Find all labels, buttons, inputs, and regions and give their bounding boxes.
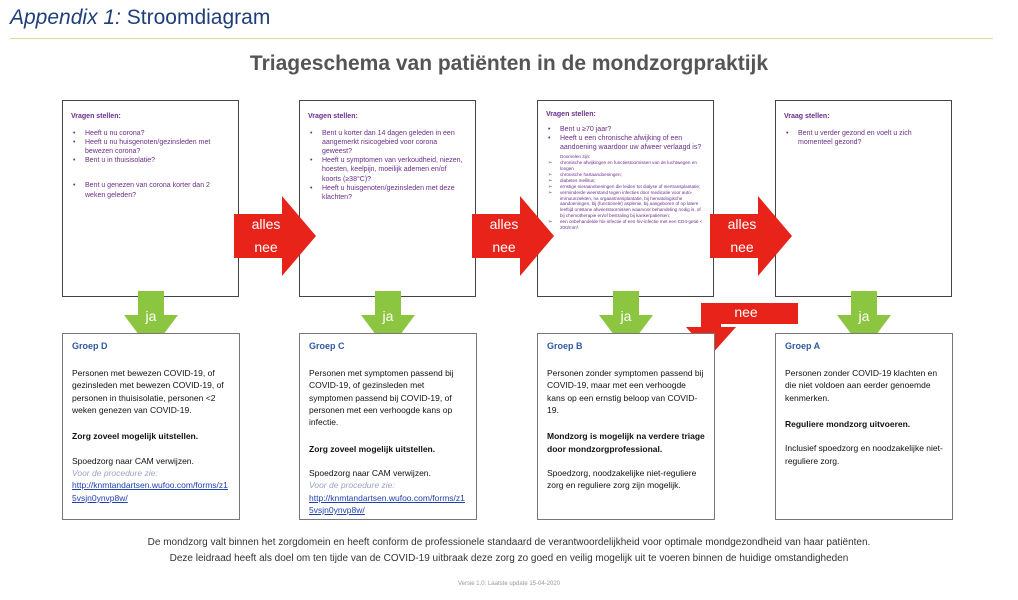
arrow-label-ja: ja xyxy=(145,308,157,324)
group-advice: Zorg zoveel mogelijk uitstellen. xyxy=(72,431,199,442)
footer-line-1: De mondzorg valt binnen het zorgdomein en heeft conform de professionele standaard de verantwoordelijkheid voor optimale mondgezondheid van haar patiënten. xyxy=(147,537,871,548)
arrow-label-ja: ja xyxy=(858,308,870,324)
condition-item: ➢ chronische hartaandoeningen; xyxy=(546,172,705,178)
group-note: Inclusief spoedzorg en noodzakelijke niet-reguliere zorg. xyxy=(785,443,943,466)
group-note: Spoedzorg, noodzakelijke niet-reguliere zorg en reguliere zorg zijn mogelijk. xyxy=(547,467,697,491)
group-box-a xyxy=(775,333,953,520)
question-item: • Bent u ≥70 jaar? xyxy=(546,125,705,134)
arrow-label-alles: alles xyxy=(489,216,519,232)
question-box-title: Vragen stellen: xyxy=(308,113,358,120)
red-arrow-right-2 xyxy=(472,196,554,276)
arrow-label-ja: ja xyxy=(620,308,632,324)
condition-item: ➢ verminderde weerstand tegen infecties door medicatie voor auto-immuunziekten, na orgaantransplantatie, bij hematologische aandoeningen, bij (functionele) asplenie, bij aangeboren of op latere leeftijd ontstane afweerstoornissen waarvoor behandeling nodig is, of bij chemotherapie en/of bestraling bij kankerpatiënten; xyxy=(546,190,705,219)
procedure-link[interactable]: http://knmtandartsen.wufoo.com/forms/z15vsjn0ynvp8w/ xyxy=(309,492,465,515)
arrow-label-ja: ja xyxy=(382,308,394,324)
group-title: Groep B xyxy=(547,341,583,351)
question-item: • Heeft u nu corona? xyxy=(71,129,230,138)
group-advice: Zorg zoveel mogelijk uitstellen. xyxy=(309,443,436,454)
group-box-c xyxy=(299,333,477,520)
red-arrow-right-1 xyxy=(234,196,316,276)
arrow-label-nee: nee xyxy=(492,239,516,255)
diagram-title: Triageschema van patiënten in de mondzorgpraktijk xyxy=(249,52,769,75)
question-item: • Heeft u symptomen van verkoudheid, niezen, hoesten, keelpijn, moeilijk ademen en/of koorts (≥38°C)? xyxy=(308,156,467,183)
version-note: Versie 1.0: Laatste update 15-04-2020 xyxy=(457,581,561,587)
group-note: Spoedzorg naar CAM verwijzen. xyxy=(309,467,431,478)
group-note: Spoedzorg naar CAM verwijzen. xyxy=(72,455,194,466)
group-description: Personen met bewezen COVID-19, of gezinsleden met bewezen COVID-19, of personen in thuisisolatie, personen <2 weken genezen van COVID-19. xyxy=(72,368,224,415)
group-box-d xyxy=(62,333,240,520)
red-arrow-right-3 xyxy=(710,196,792,276)
group-description: Personen met symptomen passend bij COVID-19, of gezinsleden met symptomen passend bij COVID-19, of personen met een verhoogde kans op infectie. xyxy=(309,368,454,428)
question-item: • Bent u verder gezond en voelt u zich momenteel gezond? xyxy=(784,129,943,147)
procedure-hint: Voor de procedure zie: xyxy=(309,480,395,491)
footer-line-2: Deze leidraad heeft als doel om ten tijde van de COVID-19 uitbraak deze zorg zo goed en veilig mogelijk uit te voeren binnen de huidige omstandigheden xyxy=(169,552,849,564)
group-description: Personen zonder COVID-19 klachten en die niet voldoen aan eerder genoemde kenmerken. xyxy=(785,368,938,403)
question-item: • Heeft u huisgenoten/gezinsleden met deze klachten? xyxy=(308,184,467,202)
group-advice: Reguliere mondzorg uitvoeren. xyxy=(785,418,911,429)
group-title: Groep A xyxy=(785,341,821,351)
question-box-title: Vragen stellen: xyxy=(546,111,596,118)
question-item: • Bent u korter dan 14 dagen geleden in een aangemerkt risicogebied voor corona geweest? xyxy=(308,129,467,156)
group-title: Groep D xyxy=(72,341,108,351)
footer-text xyxy=(0,535,1018,566)
arrow-label-nee: nee xyxy=(734,304,758,320)
group-advice: Mondzorg is mogelijk na verdere triage door mondzorgprofessional. xyxy=(547,431,705,454)
appendix-header xyxy=(10,6,270,30)
question-item: • Bent u in thuisisolatie? xyxy=(71,156,230,165)
condition-item: ➢ ernstige nieraandoeningen die leiden tot dialyse of niertransplantatie; xyxy=(546,184,705,190)
group-title: Groep C xyxy=(309,341,345,351)
arrow-label-nee: nee xyxy=(254,239,278,255)
question-item: • Heeft u een chronische afwijking of een aandoening waardoor uw afweer verlaagd is? xyxy=(546,134,705,152)
condition-item: ➢ chronische afwijkingen en functiestoornissen van de luchtwegen en longen xyxy=(546,160,705,172)
group-box-b xyxy=(537,333,715,520)
arrow-label-alles: alles xyxy=(251,216,281,232)
question-box-4 xyxy=(775,100,952,297)
procedure-hint: Voor de procedure zie: xyxy=(72,467,158,478)
appendix-title: Stroomdiagram xyxy=(126,6,271,29)
condition-item: ➢ diabetes mellitus; xyxy=(546,178,705,184)
appendix-label: Appendix 1: xyxy=(10,6,121,29)
arrow-label-nee: nee xyxy=(730,239,754,255)
question-box-title: Vraag stellen: xyxy=(784,113,830,120)
condition-item: ➢ een onbehandelde hiv-infectie of een hiv-infectie met een CD4-getal < 200/mm³. xyxy=(546,219,705,231)
question-box-1 xyxy=(62,100,239,297)
header-divider xyxy=(10,38,993,39)
question-box-title: Vragen stellen: xyxy=(71,113,121,120)
question-box-3 xyxy=(537,100,714,297)
question-item: • Bent u genezen van corona korter dan 2 weken geleden? xyxy=(71,181,230,199)
procedure-link[interactable]: http://knmtandartsen.wufoo.com/forms/z15vsjn0ynvp8w/ xyxy=(72,480,228,503)
condition-subhead: Doorvelen zijn: xyxy=(560,154,591,160)
question-box-2 xyxy=(299,100,476,297)
arrow-label-alles: alles xyxy=(727,216,757,232)
group-description: Personen zonder symptomen passend bij COVID-19, maar met een verhoogde kans op een ernstig beloop van COVID-19. xyxy=(547,368,704,415)
question-item: • Heeft u nu huisgenoten/gezinsleden met bewezen corona? xyxy=(71,138,230,156)
